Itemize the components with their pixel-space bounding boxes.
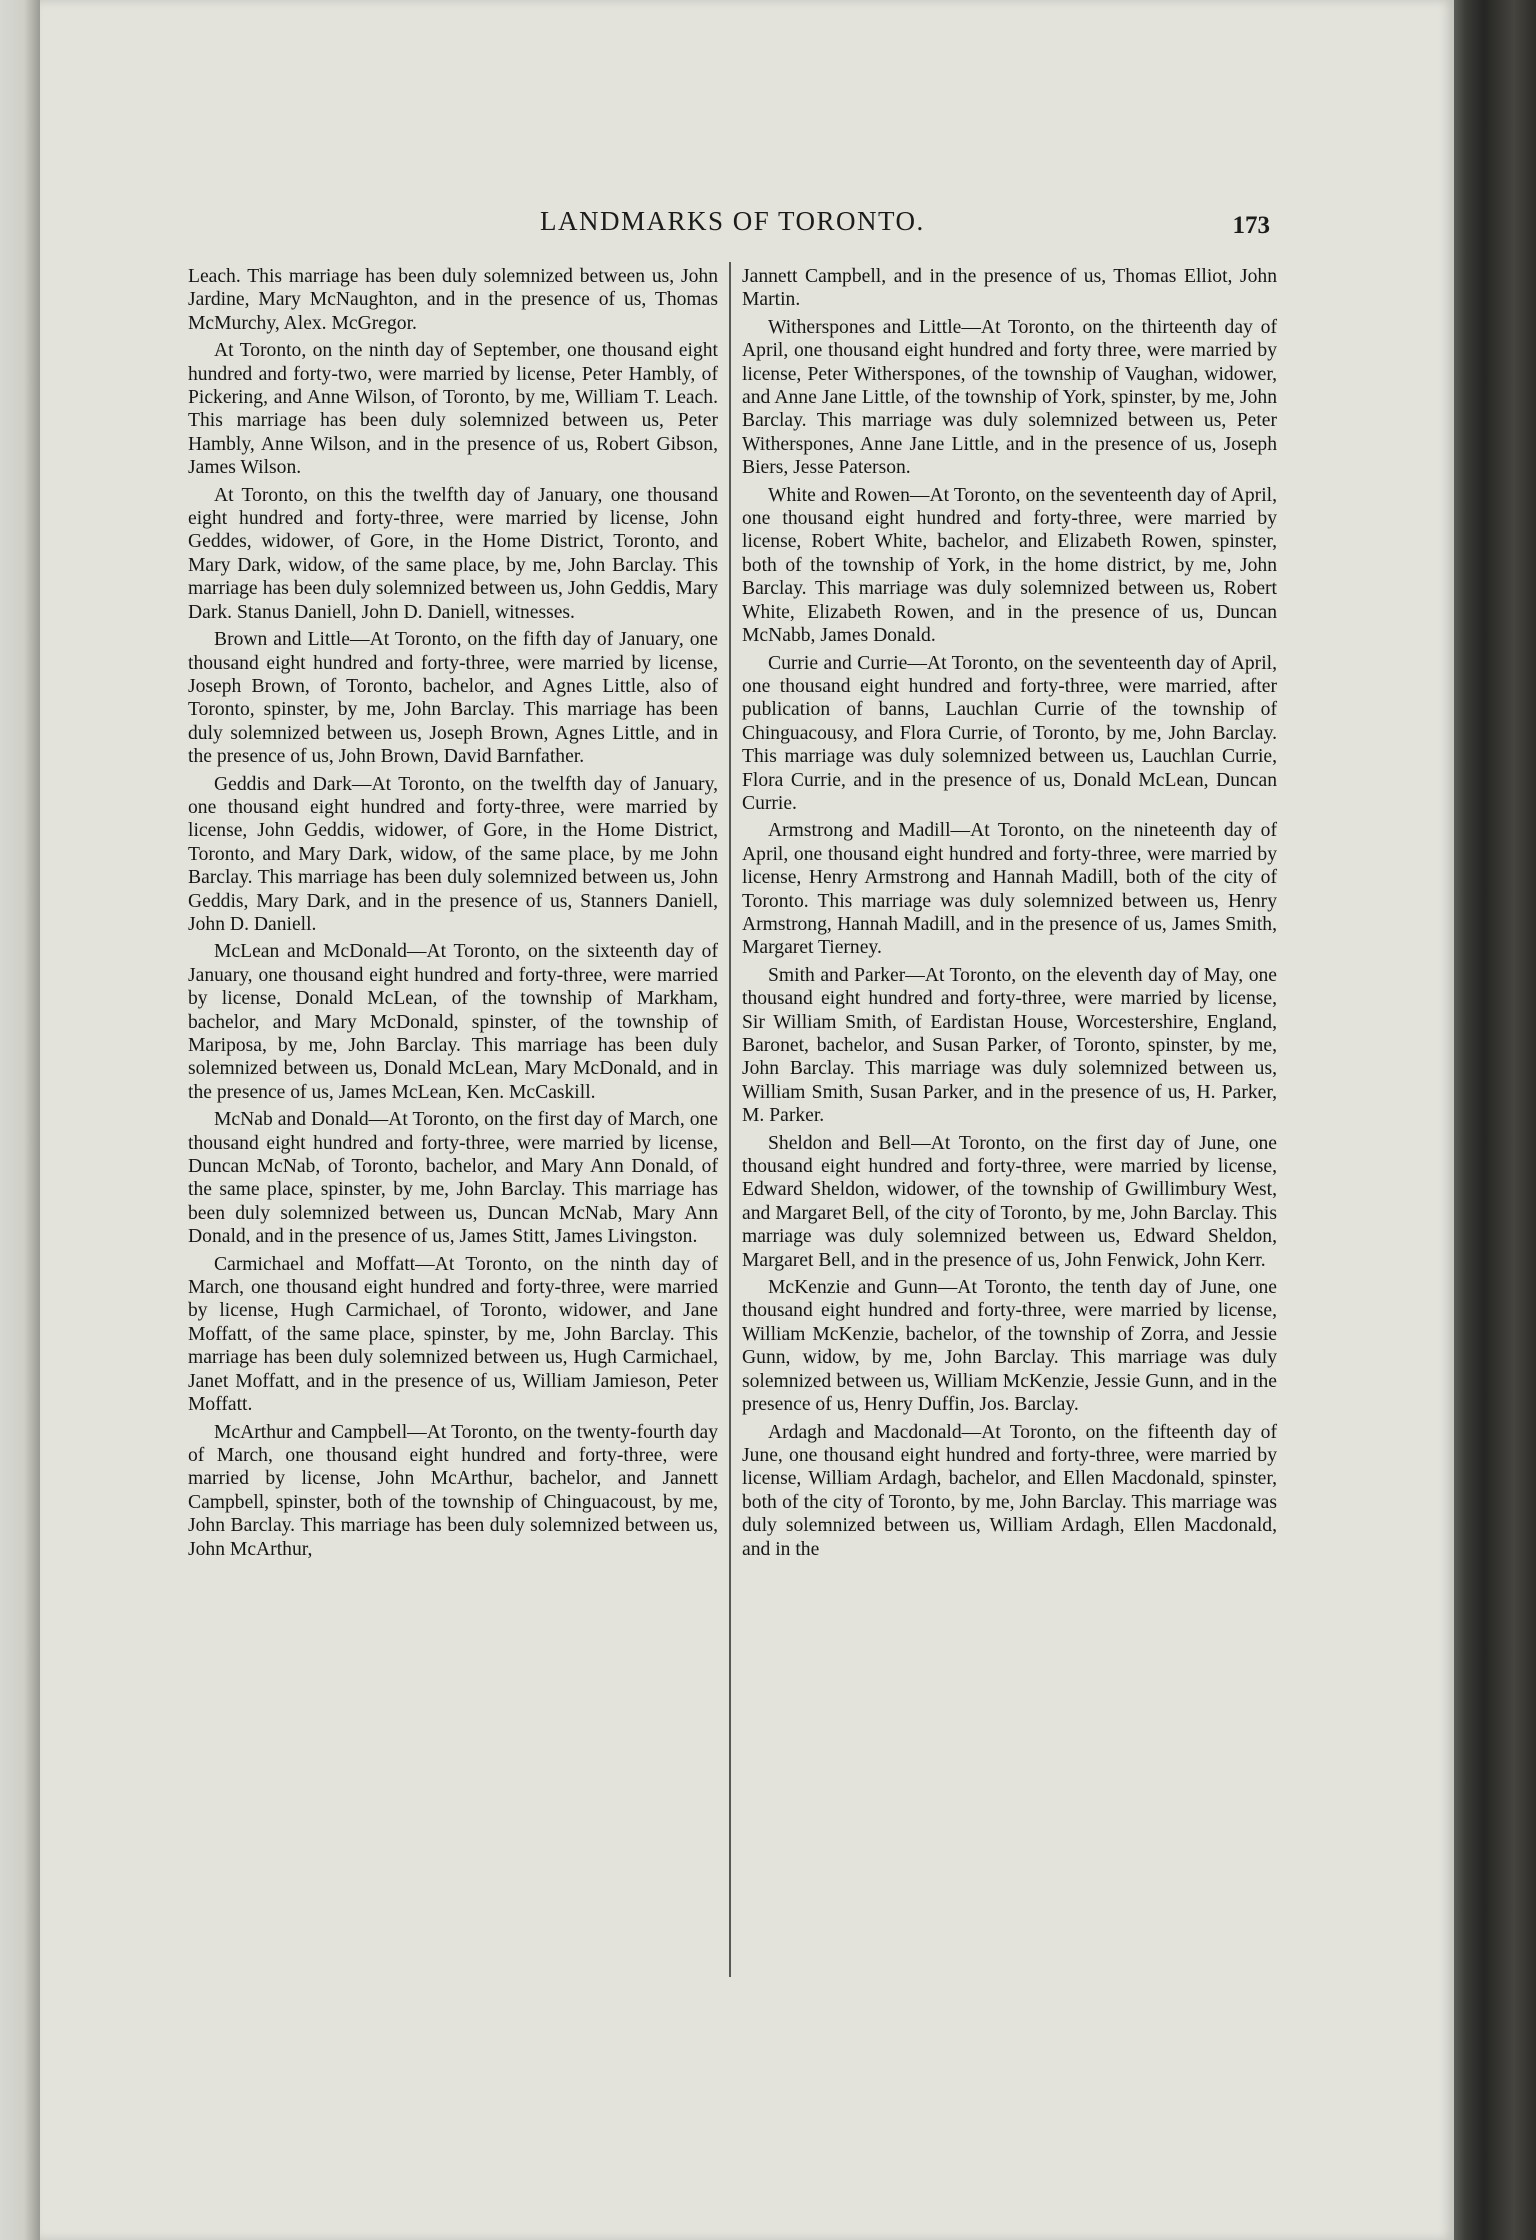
paragraph: Jannett Campbell, and in the presence of us, Thomas Elliot, John Martin. (742, 266, 1277, 311)
paragraph: Leach. This marriage has been duly solemnized between us, John Jardine, Mary McNaughton, and in the presence of us, Thomas McMurchy, Alex. McGregor. (188, 266, 718, 334)
book-spine-edge (1454, 0, 1536, 2240)
paragraph: Smith and Parker—At Toronto, on the eleventh day of May, one thousand eight hundred and forty-three, were married by license, Sir William Smith, of Eardistan House, Worcestershire, England, Baronet, bachelor, and Susan Parker, of Toronto, spinster, by me, John Barclay. This marriage was duly solemnized between us, William Smith, Susan Parker, and in the presence of us, H. Parker, M. Parker. (742, 964, 1277, 1127)
left-text-column (188, 265, 718, 1565)
paragraph: Sheldon and Bell—At Toronto, on the first day of June, one thousand eight hundred and forty-three, were married by license, Edward Sheldon, widower, of the township of Gwillimbury West, and Margaret Bell, of the city of Toronto, by me, John Barclay. This marriage was duly solemnized between us, Edward Sheldon, Margaret Bell, and in the presence of us, John Fenwick, John Kerr. (742, 1132, 1277, 1271)
paragraph: Brown and Little—At Toronto, on the fifth day of January, one thousand eight hundred and forty-three, were married by license, Joseph Brown, of Toronto, bachelor, and Agnes Little, also of Toronto, spinster, by me, John Barclay. This marriage has been duly solemnized between us, Joseph Brown, Agnes Little, and in the presence of us, John Brown, David Barnfather. (188, 629, 718, 768)
paragraph: McKenzie and Gunn—At Toronto, the tenth day of June, one thousand eight hundred and forty-three, were married by license, William McKenzie, bachelor, of the township of Zorra, and Jessie Gunn, widow, by me, John Barclay. This marriage was duly solemnized between us, William McKenzie, Jessie Gunn, and in the presence of us, Henry Duffin, Jos. Barclay. (742, 1277, 1277, 1416)
paragraph: Carmichael and Moffatt—At Toronto, on the ninth day of March, one thousand eight hundred and forty-three, were married by license, Hugh Carmichael, of Toronto, widower, and Jane Moffatt, of the same place, spinster, by me, John Barclay. This marriage has been duly solemnized between us, Hugh Carmichael, Janet Moffatt, and in the presence of us, William Jamieson, Peter Moffatt. (188, 1253, 718, 1416)
running-title: LANDMARKS OF TORONTO. (540, 206, 925, 236)
paragraph: Ardagh and Macdonald—At Toronto, on the fifteenth day of June, one thousand eight hundred and forty-three, were married by license, William Ardagh, bachelor, and Ellen Macdonald, spinster, both of the city of Toronto, by me, John Barclay. This marriage was duly solemnized between us, William Ardagh, Ellen Macdonald, and in the (742, 1421, 1277, 1560)
paragraph: At Toronto, on this the twelfth day of January, one thousand eight hundred and forty-three, were married by license, John Geddes, widower, of Gore, in the Home District, Toronto, and Mary Dark, widow, of the same place, by me, John Barclay. This marriage has been duly solemnized between us, John Geddis, Mary Dark. Stanus Daniell, John D. Daniell, witnesses. (188, 484, 718, 623)
paragraph: Armstrong and Madill—At Toronto, on the nineteenth day of April, one thousand eight hundred and forty-three, were married by license, Henry Armstrong and Hannah Madill, both of the city of Toronto. This marriage was duly solemnized between us, Henry Armstrong, Hannah Madill, and in the presence of us, James Smith, Margaret Tierney. (742, 820, 1277, 959)
paragraph: McLean and McDonald—At Toronto, on the sixteenth day of January, one thousand eight hundred and forty-three, were married by license, Donald McLean, of the township of Markham, bachelor, and Mary McDonald, spinster, of the township of Mariposa, by me, John Barclay. This marriage has been duly solemnized between us, Donald McLean, Mary McDonald, and in the presence of us, James McLean, Ken. McCaskill. (188, 941, 718, 1103)
facing-page-edge (0, 0, 40, 2240)
right-text-column (742, 265, 1277, 1565)
paragraph: McArthur and Campbell—At Toronto, on the twenty-fourth day of March, one thousand eight hundred and forty-three, were married by license, John McArthur, bachelor, and Jannett Campbell, spinster, both of the township of Chinguacoust, by me, John Barclay. This marriage has been duly solemnized between us, John McArthur, (188, 1421, 718, 1560)
paragraph: McNab and Donald—At Toronto, on the first day of March, one thousand eight hundred and forty-three, were married by license, Duncan McNab, of Toronto, bachelor, and Mary Ann Donald, of the same place, spinster, by me, John Barclay. This marriage has been duly solemnized between us, Duncan McNab, Mary Ann Donald, and in the presence of us, James Stitt, James Livingston. (188, 1109, 718, 1248)
paragraph: White and Rowen—At Toronto, on the seventeenth day of April, one thousand eight hundred and forty-three, were married by license, Robert White, bachelor, and Elizabeth Rowen, spinster, both of the township of York, in the home district, by me, John Barclay. This marriage was duly solemnized between us, Robert White, Elizabeth Rowen, and in the presence of us, Duncan McNabb, James Donald. (742, 484, 1277, 647)
paragraph: Witherspones and Little—At Toronto, on the thirteenth day of April, one thousand eight hundred and forty three, were married by license, Peter Witherspones, of the township of Vaughan, widower, and Anne Jane Little, of the township of York, spinster, by me, John Barclay. This marriage was duly solemnized between us, Peter Witherspones, Anne Jane Little, and in the presence of us, Joseph Biers, Jesse Paterson. (742, 316, 1277, 479)
page-number: 173 (1232, 212, 1270, 239)
running-head (230, 206, 1270, 246)
paragraph: At Toronto, on the ninth day of September, one thousand eight hundred and forty-two, were married by license, Peter Hambly, of Pickering, and Anne Wilson, of Toronto, by me, William T. Leach. This marriage has been duly solemnized between us, Peter Hambly, Anne Wilson, and in the presence of us, Robert Gibson, James Wilson. (188, 340, 718, 479)
paragraph: Geddis and Dark—At Toronto, on the twelfth day of January, one thousand eight hundred and forty-three, were married by license, John Geddis, widower, of Gore, in the Home District, Toronto, and Mary Dark, widow, of the same place, by me John Barclay. This marriage has been duly solemnized between us, John Geddis, Mary Dark, and in the presence of us, Stanners Daniell, John D. Daniell. (188, 773, 718, 935)
paragraph: Currie and Currie—At Toronto, on the seventeenth day of April, one thousand eight hundred and forty-three, were married, after publication of banns, Lauchlan Currie of the township of Chinguacousy, and Flora Currie, of Toronto, by me, John Barclay. This marriage was duly solemnized between us, Lauchlan Currie, Flora Currie, and in the presence of us, Donald McLean, Duncan Currie. (742, 652, 1277, 814)
column-divider (729, 262, 731, 1977)
